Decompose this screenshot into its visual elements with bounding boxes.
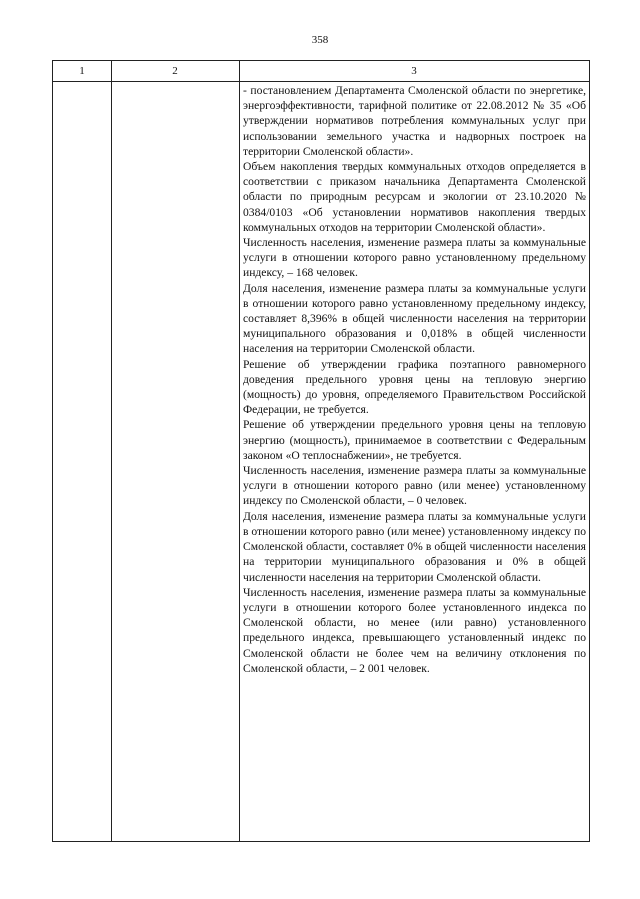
paragraph: Доля населения, изменение размера платы за коммунальные услуги в отношении которого равно (или менее) установленному индексу по Смоленской области, составляет 0% в общей численности населения на территории муниципального образования и 0% в общей численности населения на территории Смоленской области. — [243, 509, 586, 584]
page-number: 358 — [311, 34, 329, 46]
table-header-row — [53, 61, 589, 82]
column-divider — [239, 61, 240, 841]
paragraph: Численность населения, изменение размера платы за коммунальные услуги в отношении которого равно (или менее) установленному индексу по Смоленской области, – 0 человек. — [243, 464, 586, 508]
paragraph: - постановлением Департамента Смоленской области по энергетике, энергоэффективности, тарифной политике от 22.08.2012 № 35 «Об утверждении нормативов потребления коммунальных услуг при использовании земельного участка и надворных построек на территории Смоленской области». — [243, 84, 586, 158]
column-header-2: 2 — [172, 65, 178, 77]
paragraph: Численность населения, изменение размера платы за коммунальные услуги в отношении которого равно установленному предельному индексу, – 168 человек. — [243, 236, 586, 280]
paragraph: Решение об утверждении предельного уровня цены на тепловую энергию (мощность), принимаемое в соответствии с Федеральным законом «О теплоснабжении», не требуется. — [243, 418, 586, 462]
column-3-content — [243, 83, 586, 676]
column-header-3: 3 — [411, 65, 417, 77]
paragraph: Объем накопления твердых коммунальных отходов определяется в соответствии с приказом начальника Департамента Смоленской области по природным ресурсам и экологии от 23.10.2020 № 0384/0103 «Об установлении нормативов накопления твердых коммунальных отходов на территории Смоленской области». — [243, 160, 586, 234]
paragraph: Численность населения, изменение размера платы за коммунальные услуги в отношении которого более установленного индекса по Смоленской области, но менее (или равно) установленного предельного индекса, превышающего установленный индекс по Смоленской области не более чем на величину отклонения по Смоленской области, – 2 001 человек. — [243, 585, 586, 675]
document-table — [52, 60, 590, 842]
paragraph: Решение об утверждении графика поэтапного равномерного доведения предельного уровня цены на тепловую энергию (мощность) до уровня, определяемого Правительством Российской Федерации, не требуется. — [243, 357, 586, 417]
column-header-1: 1 — [79, 65, 85, 77]
paragraph: Доля населения, изменение размера платы за коммунальные услуги в отношении которого равно установленному предельному индексу, составляет 8,396% в общей численности населения на территории муниципального образования и 0,018% в общей численности населения на территории Смоленской области. — [243, 281, 586, 356]
column-divider — [111, 61, 112, 841]
